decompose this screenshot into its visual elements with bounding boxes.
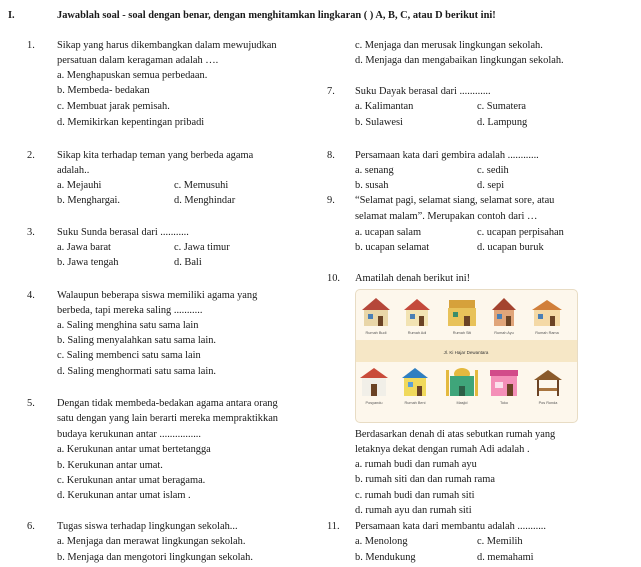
option-c[interactable]: c. Jawa timur <box>174 242 230 253</box>
house-icon <box>448 300 476 326</box>
house-icon <box>532 300 562 326</box>
option-c[interactable]: c. Kerukunan antar umat beragama. <box>57 475 206 486</box>
map-label: Rumah Adi <box>407 331 427 335</box>
option-a[interactable]: a. Menolong <box>355 536 408 547</box>
question-number: 11. <box>327 521 340 532</box>
question-number: 8. <box>327 150 335 161</box>
question-text: Suku Sunda berasal dari ........... <box>57 227 189 238</box>
option-c[interactable]: c. ucapan perpisahan <box>477 227 564 238</box>
option-a[interactable]: a. rumah budi dan rumah ayu <box>355 459 477 470</box>
question-text: Walaupun beberapa siswa memiliki agama yang <box>57 290 258 301</box>
question-text: adalah.. <box>57 165 90 176</box>
map-label: Rumah Budi <box>365 331 387 335</box>
option-d[interactable]: d. ucapan buruk <box>477 242 544 253</box>
house-icon <box>492 298 516 326</box>
map-label: Toko <box>499 401 509 405</box>
option-b[interactable]: b. Saling menyalahkan satu sama lain. <box>57 335 216 346</box>
option-a[interactable]: a. senang <box>355 165 394 176</box>
option-b[interactable]: b. Menghargai. <box>57 195 121 206</box>
option-c[interactable]: c. Membuat jarak pemisah. <box>57 101 170 112</box>
question-number: 3. <box>27 227 35 238</box>
option-a[interactable]: a. ucapan salam <box>355 227 422 238</box>
question-number: 7. <box>327 86 335 97</box>
option-a[interactable]: a. Kalimantan <box>355 101 414 112</box>
question-text: Berdasarkan denah di atas sebutkan rumah yang <box>355 429 556 440</box>
option-b[interactable]: b. Sulawesi <box>355 117 403 128</box>
section-instruction: Jawablah soal - soal dengan benar, dengan menghitamkan lingkaran ( ) A, B, C, atau D berikut ini! <box>57 10 496 21</box>
option-a[interactable]: a. Menjaga dan merawat lingkungan sekolah. <box>57 536 246 547</box>
option-a[interactable]: a. Menghapuskan semua perbedaan. <box>57 70 208 81</box>
option-a[interactable]: a. Jawa barat <box>57 242 111 253</box>
house-icon <box>402 368 428 396</box>
option-b[interactable]: b. rumah siti dan dan rumah rama <box>355 474 495 485</box>
question-text: persatuan dalam keragaman adalah …. <box>57 55 219 66</box>
question-number: 6. <box>27 521 35 532</box>
map-label: Rumah Ayu <box>494 331 514 335</box>
option-d[interactable]: d. Menjaga dan mengabaikan lingkungan sekolah. <box>355 55 564 66</box>
question-text: budaya kerukunan antar ................ <box>57 429 201 440</box>
question-number: 2. <box>27 150 35 161</box>
map-label: Rumah Siti <box>452 331 472 335</box>
question-text: “Selamat pagi, selamat siang, selamat sore, atau <box>355 195 555 206</box>
option-d[interactable]: d. memahami <box>477 552 534 563</box>
question-text: berbeda, tapi mereka saling ........... <box>57 305 203 316</box>
question-number: 1. <box>27 40 35 51</box>
map-label: Pos Ronda <box>538 401 558 405</box>
option-d[interactable]: d. rumah ayu dan rumah siti <box>355 505 472 516</box>
option-b[interactable]: b. ucapan selamat <box>355 242 430 253</box>
question-number: 5. <box>27 398 35 409</box>
option-b[interactable]: b. Mendukung <box>355 552 416 563</box>
question-text: Amatilah denah berikut ini! <box>355 273 471 284</box>
option-d[interactable]: d. Lampung <box>477 117 528 128</box>
street-name: Jl. Ki Hajar Dewantara <box>443 350 489 355</box>
option-b[interactable]: b. Kerukunan antar umat. <box>57 460 163 471</box>
question-text: Sikap kita terhadap teman yang berbeda agama <box>57 150 254 161</box>
option-a[interactable]: a. Saling menghina satu sama lain <box>57 320 199 331</box>
question-text: selamat malam”. Merupakan contoh dari … <box>355 211 538 222</box>
option-c[interactable]: c. Memilih <box>477 536 523 547</box>
question-number: 4. <box>27 290 35 301</box>
option-d[interactable]: d. Saling menghormati satu sama lain. <box>57 366 217 377</box>
question-text: Persamaan kata dari membantu adalah ........... <box>355 521 547 532</box>
option-d[interactable]: d. sepi <box>477 180 505 191</box>
question-text: letaknya dekat dengan rumah Adi adalah . <box>355 444 530 455</box>
map-label: Posyandu <box>365 401 383 405</box>
question-number: 10. <box>327 273 340 284</box>
question-text: Persamaan kata dari gembira adalah ............ <box>355 150 539 161</box>
neighborhood-map <box>355 289 578 423</box>
question-number: 9. <box>327 195 335 206</box>
option-c[interactable]: c. Menjaga dan merusak lingkungan sekolah. <box>355 40 543 51</box>
option-d[interactable]: d. Menghindar <box>174 195 236 206</box>
option-c[interactable]: c. Memusuhi <box>174 180 229 191</box>
option-c[interactable]: c. Saling membenci satu sama lain <box>57 350 201 361</box>
option-b[interactable]: b. susah <box>355 180 389 191</box>
shop-icon <box>490 370 518 396</box>
map-label: Masjid <box>456 401 468 405</box>
question-text: Suku Dayak berasal dari ............ <box>355 86 491 97</box>
health-post-icon <box>360 368 388 396</box>
map-label: Rumah Beni <box>404 401 426 405</box>
house-icon <box>404 299 430 326</box>
mosque-icon <box>446 368 478 396</box>
guard-post-icon <box>534 370 562 396</box>
option-b[interactable]: b. Menjaga dan mengotori lingkungan sekolah. <box>57 552 253 563</box>
option-a[interactable]: a. Mejauhi <box>57 180 102 191</box>
question-text: satu dengan yang lain berarti mereka mempraktikkan <box>57 413 279 424</box>
question-text: Sikap yang harus dikembangkan dalam mewujudkan <box>57 40 277 51</box>
question-text: Dengan tidak membeda-bedakan agama antara orang <box>57 398 278 409</box>
map-label: Rumah Rama <box>535 331 559 335</box>
option-d[interactable]: d. Memikirkan kepentingan pribadi <box>57 117 205 128</box>
option-c[interactable]: c. rumah budi dan rumah siti <box>355 490 475 501</box>
option-d[interactable]: d. Kerukunan antar umat islam . <box>57 490 191 501</box>
option-c[interactable]: c. sedih <box>477 165 509 176</box>
option-d[interactable]: d. Bali <box>174 257 202 268</box>
option-c[interactable]: c. Sumatera <box>477 101 527 112</box>
question-text: Tugas siswa terhadap lingkungan sekolah... <box>57 521 238 532</box>
option-b[interactable]: b. Jawa tengah <box>57 257 119 268</box>
option-a[interactable]: a. Kerukunan antar umat bertetangga <box>57 444 211 455</box>
section-number: I. <box>8 10 15 21</box>
option-b[interactable]: b. Membeda- bedakan <box>57 85 150 96</box>
house-icon <box>362 298 390 326</box>
